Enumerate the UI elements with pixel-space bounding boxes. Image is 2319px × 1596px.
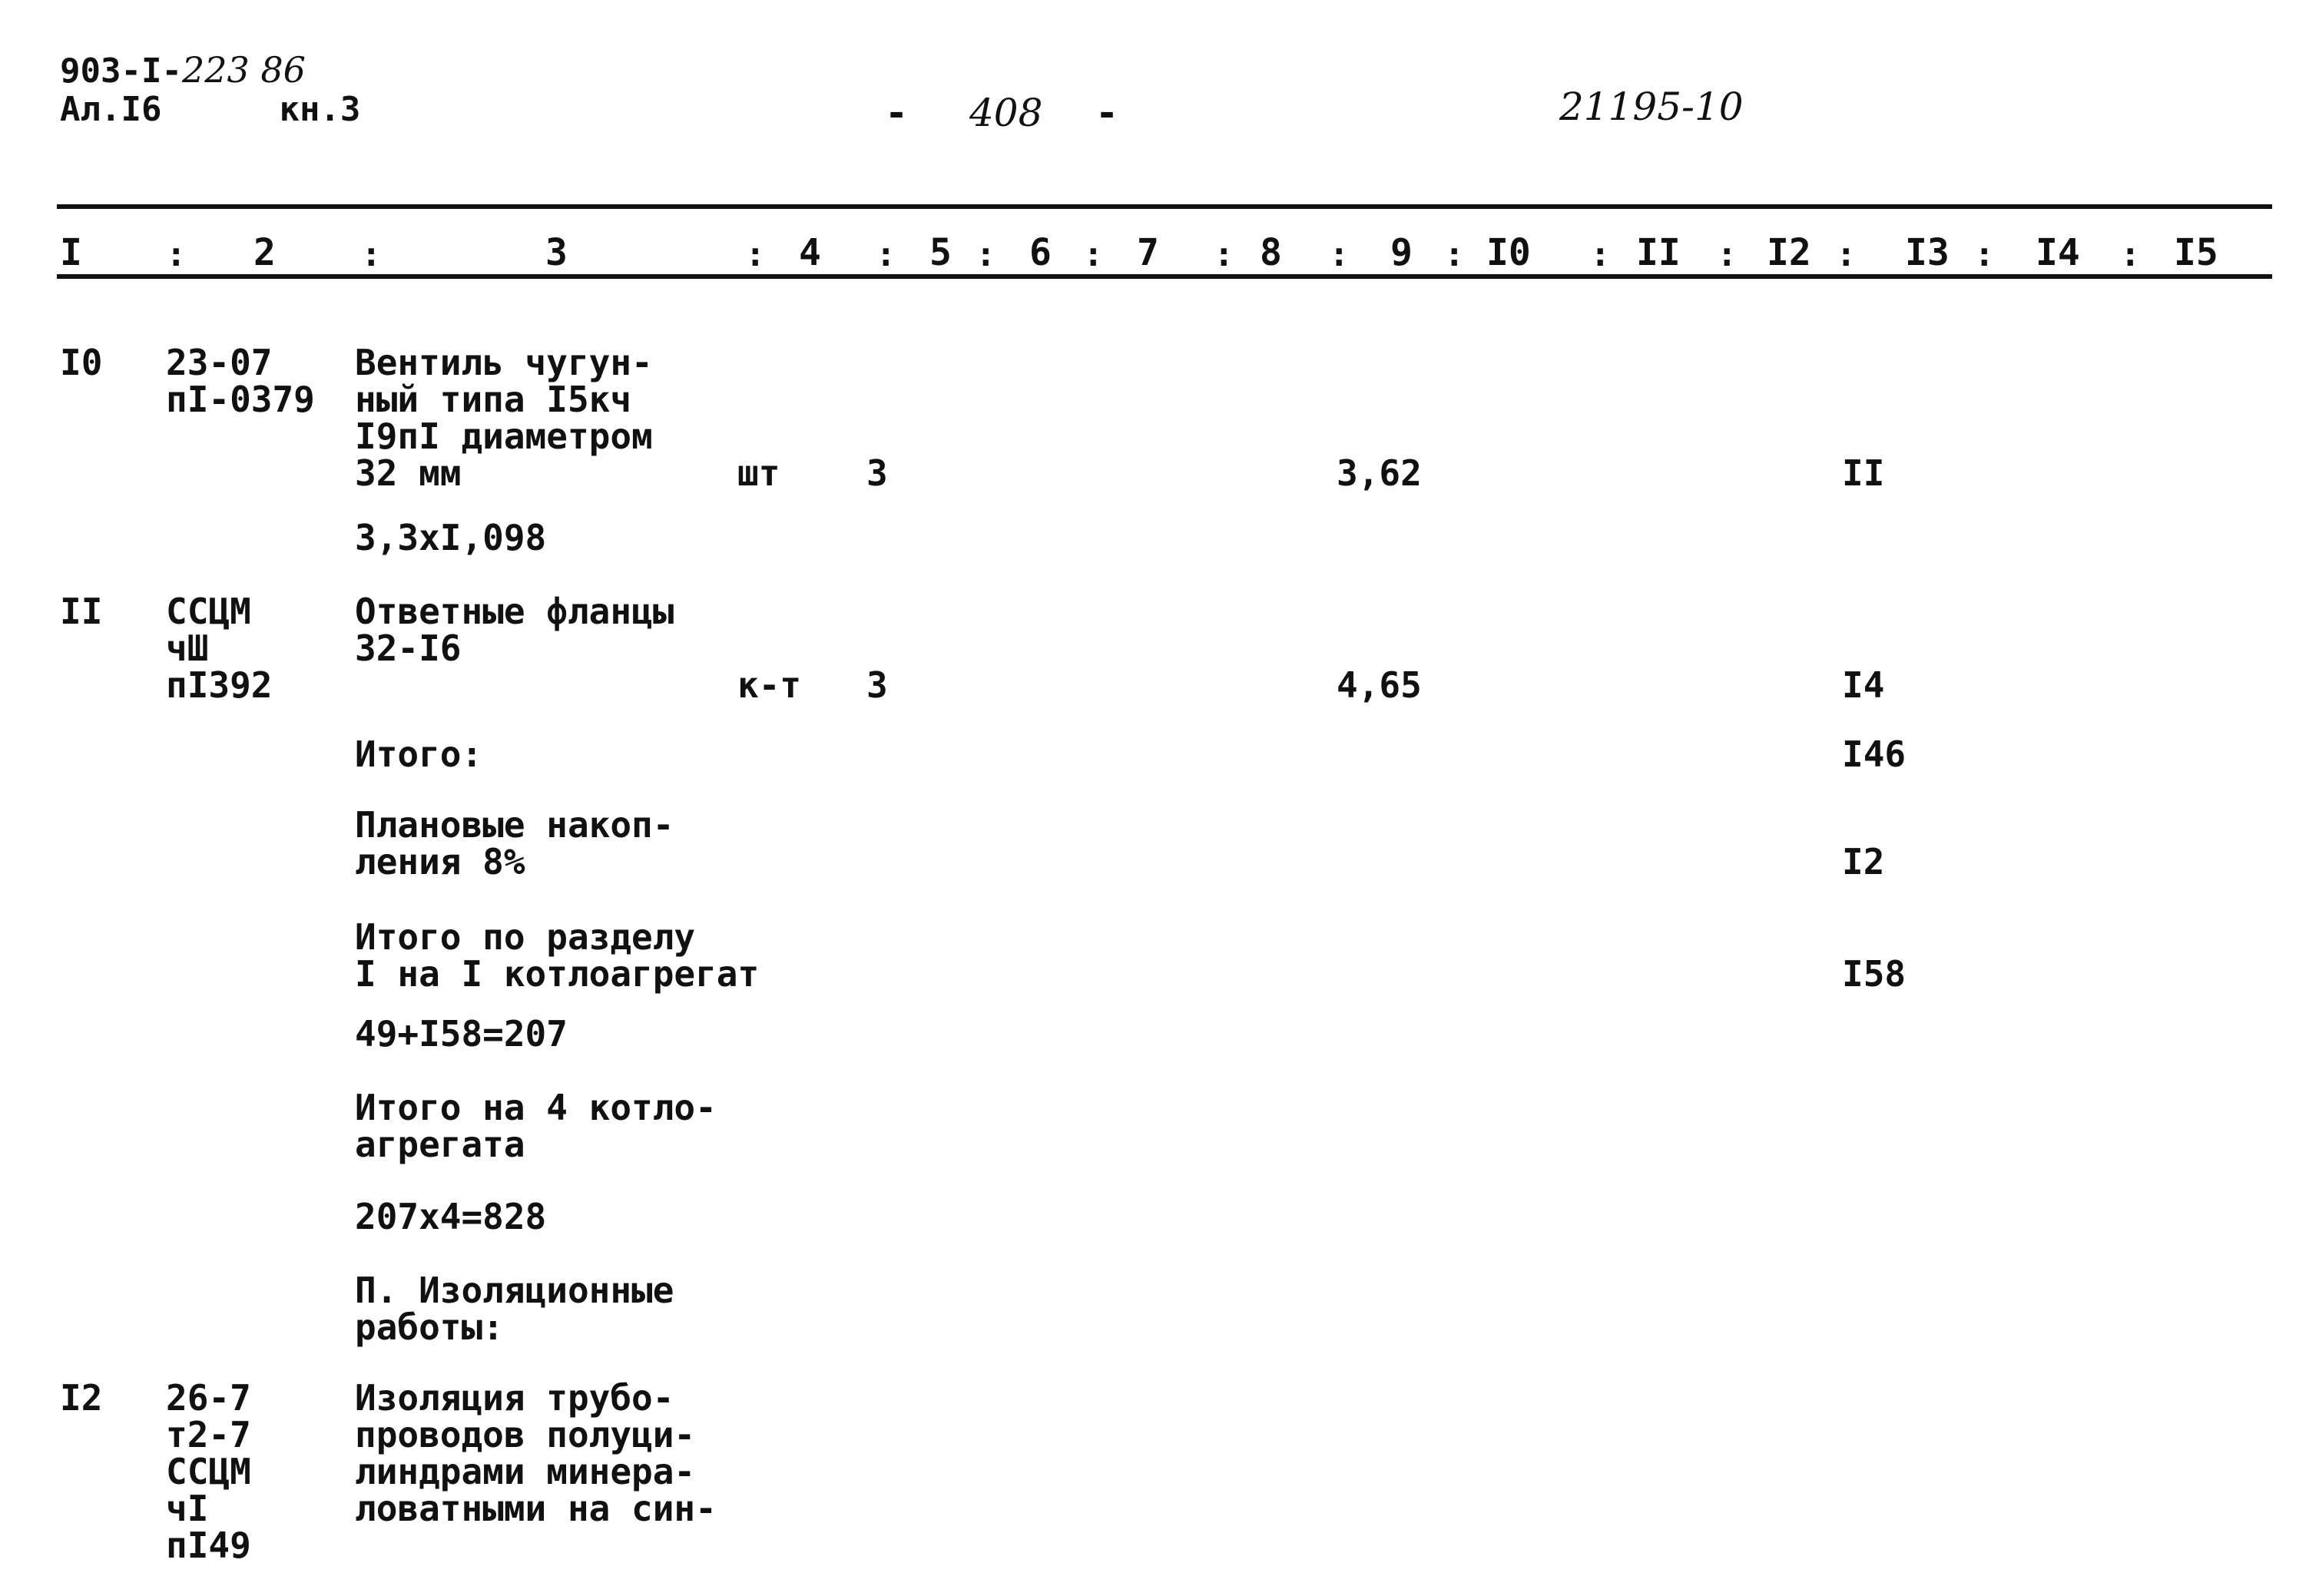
column-separator: : xyxy=(876,235,896,274)
total-cost: I4 xyxy=(1842,664,1885,706)
column-number: I0 xyxy=(1486,231,1531,274)
item-description-line: Плановые накоп- xyxy=(355,804,674,846)
item-description xyxy=(355,806,674,880)
item-description xyxy=(355,519,546,556)
unit: шт xyxy=(737,452,780,494)
item-number: II xyxy=(60,591,103,632)
item-description-line: агрегата xyxy=(355,1124,525,1165)
total-cost: I46 xyxy=(1842,733,1907,775)
item-description xyxy=(355,1379,717,1527)
item-description-line: работы: xyxy=(355,1306,504,1348)
document-code-handwritten: 223 86 xyxy=(181,49,306,91)
norm-code-line: 23-07 xyxy=(166,342,273,383)
item-description-line: ный типа I5кч xyxy=(355,379,632,420)
norm-code-line: чI xyxy=(166,1488,209,1529)
column-separator: : xyxy=(1590,235,1611,274)
item-description-line: Ответные фланцы xyxy=(355,591,674,632)
total-cost: II xyxy=(1842,452,1885,494)
item-description-line: Итого по разделу xyxy=(355,916,696,958)
column-number: 3 xyxy=(545,231,568,274)
column-separator: : xyxy=(1083,235,1104,274)
item-description xyxy=(355,1089,717,1163)
header-rule-bottom xyxy=(57,274,2272,279)
item-description-line: Итого: xyxy=(355,733,483,775)
item-description-line: 207x4=828 xyxy=(355,1196,547,1237)
norm-code-line: пI49 xyxy=(166,1525,251,1566)
column-number: 2 xyxy=(253,231,276,274)
item-description-line: 3,3xI,098 xyxy=(355,517,547,558)
column-number: I3 xyxy=(1905,231,1950,274)
item-description-line: Итого на 4 котло- xyxy=(355,1087,717,1128)
column-separator: : xyxy=(1974,235,1995,274)
item-number: I2 xyxy=(60,1377,103,1419)
column-separator: : xyxy=(745,235,766,274)
unit-price: 4,65 xyxy=(1337,664,1422,706)
column-number: I xyxy=(60,231,82,274)
column-number: I4 xyxy=(2036,231,2080,274)
quantity: 3 xyxy=(866,664,888,706)
column-separator: : xyxy=(1214,235,1234,274)
page-dash-left: - xyxy=(885,91,909,135)
column-number: 6 xyxy=(1029,231,1052,274)
column-number: 4 xyxy=(799,231,821,274)
column-number: I5 xyxy=(2174,231,2218,274)
column-number: 8 xyxy=(1260,231,1282,274)
item-description-line: 32 мм xyxy=(355,452,462,494)
norm-code xyxy=(166,593,272,704)
item-description xyxy=(355,916,760,995)
total-cost: I58 xyxy=(1842,953,1907,995)
column-number: 7 xyxy=(1137,231,1159,274)
column-separator: : xyxy=(976,235,996,274)
column-separator: : xyxy=(1717,235,1738,274)
document-code-prefix: 903-I- xyxy=(60,51,182,91)
norm-code xyxy=(166,344,315,418)
item-description-line: ловатными на син- xyxy=(355,1488,717,1529)
column-number: 5 xyxy=(929,231,952,274)
column-separator: : xyxy=(361,235,382,274)
item-description-line: 49+I58=207 xyxy=(355,1013,568,1055)
item-number: I0 xyxy=(60,342,103,383)
item-description xyxy=(355,1272,674,1346)
column-number: II xyxy=(1636,231,1681,274)
unit-price: 3,62 xyxy=(1337,452,1422,494)
norm-code-line: чШ xyxy=(166,627,209,669)
column-separator: : xyxy=(1329,235,1350,274)
column-number: 9 xyxy=(1390,231,1413,274)
norm-code-line: пI392 xyxy=(166,664,273,706)
item-description-line: П. Изоляционные xyxy=(355,1270,674,1311)
book-number: кн.3 xyxy=(279,90,361,129)
item-description xyxy=(355,733,483,775)
item-description-line: I на I котлоагрегат xyxy=(355,953,760,995)
item-description xyxy=(355,344,653,492)
column-number: I2 xyxy=(1767,231,1811,274)
sheet-number: Ал.I6 xyxy=(60,90,162,129)
norm-code xyxy=(166,1379,251,1564)
total-cost: I2 xyxy=(1842,841,1885,882)
norm-code-line: т2-7 xyxy=(166,1414,251,1455)
quantity: 3 xyxy=(866,452,888,494)
item-description-line: проводов полуци- xyxy=(355,1414,696,1455)
item-description xyxy=(355,593,674,667)
norm-code-line: пI-0379 xyxy=(166,379,315,420)
item-description-line: Вентиль чугун- xyxy=(355,342,653,383)
page-number: 408 xyxy=(969,91,1043,135)
column-separator: : xyxy=(1836,235,1857,274)
header-rule-top xyxy=(57,204,2272,209)
item-description xyxy=(355,1013,568,1055)
document-code xyxy=(60,49,306,91)
unit: к-т xyxy=(737,664,802,706)
column-separator: : xyxy=(1444,235,1465,274)
sheet-info xyxy=(60,92,360,127)
document-number: 21195-10 xyxy=(1559,84,1744,129)
item-description-line: 32-I6 xyxy=(355,627,462,669)
column-separator: : xyxy=(166,235,187,274)
item-description-line: Изоляция трубо- xyxy=(355,1377,674,1419)
item-description-line: I9пI диаметром xyxy=(355,416,653,457)
item-description-line: линдрами минера- xyxy=(355,1451,696,1492)
item-description-line: ления 8% xyxy=(355,841,525,882)
norm-code-line: 26-7 xyxy=(166,1377,251,1419)
page-dash-right: - xyxy=(1095,91,1119,135)
norm-code-line: ССЦМ xyxy=(166,591,251,632)
norm-code-line: ССЦМ xyxy=(166,1451,251,1492)
item-description xyxy=(355,1198,546,1235)
column-separator: : xyxy=(2120,235,2141,274)
